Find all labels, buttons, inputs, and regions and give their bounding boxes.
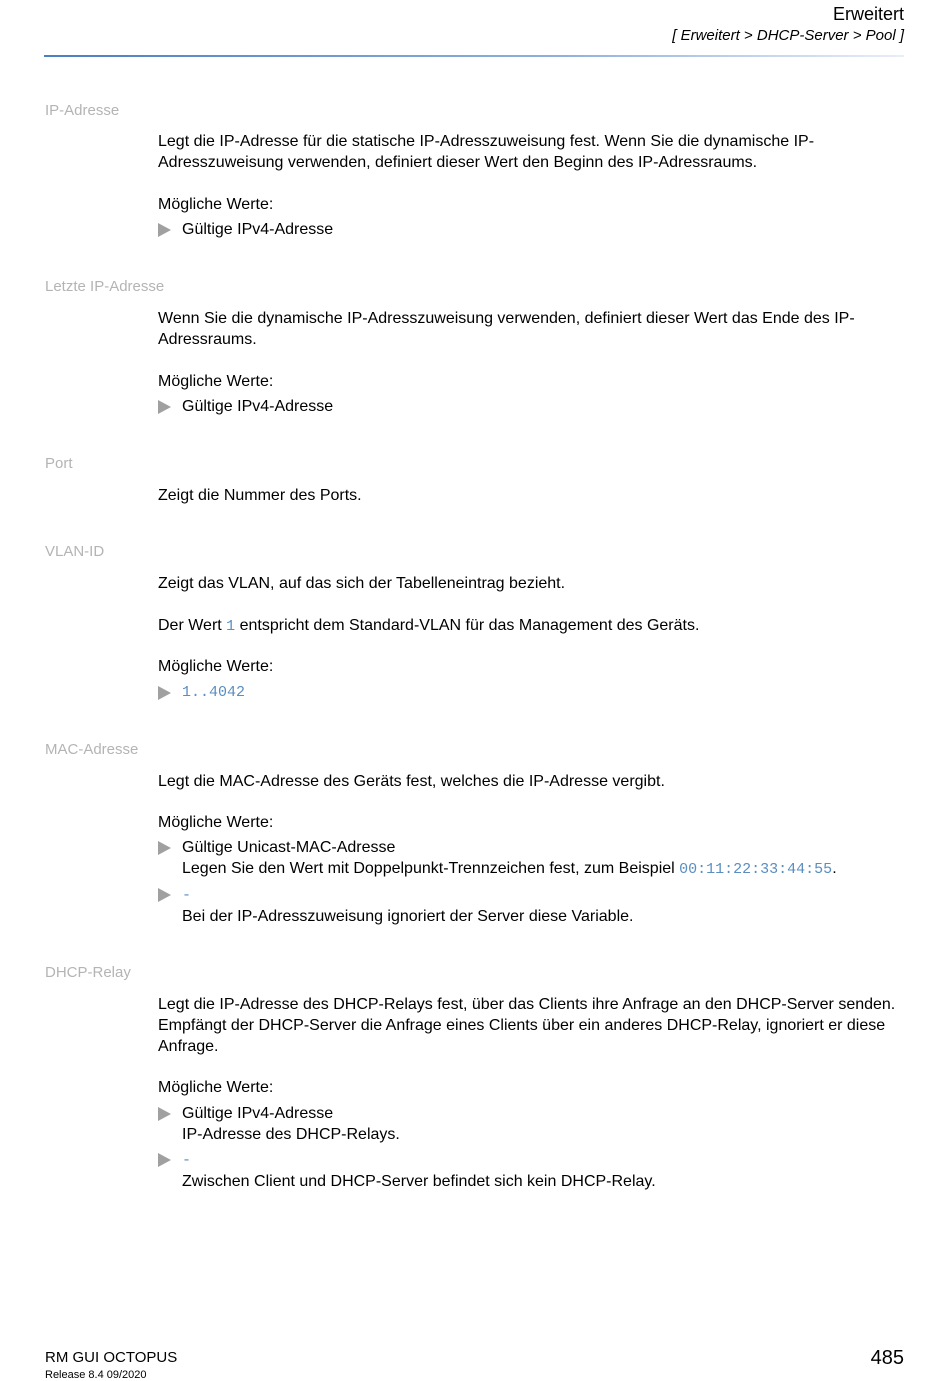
page-header-title: Erweitert <box>832 4 904 24</box>
vlan-values-label: Mögliche Werte: <box>158 658 274 675</box>
header-divider <box>44 55 904 57</box>
relay-value-1-note: IP-Adresse des DHCP-Relays. <box>182 1126 400 1143</box>
triangle-bullet-icon <box>158 1107 171 1121</box>
vlan-default-code: 1 <box>226 618 236 635</box>
port-description: Zeigt die Nummer des Ports. <box>158 487 362 504</box>
footer-release: Release 8.4 09/2020 <box>45 1369 147 1381</box>
mac-value-1-note: Legen Sie den Wert mit Doppelpunkt-Trennzeichen fest, zum Beispiel 00:11:22:33:44:55. <box>182 860 837 878</box>
mac-empty-code: - <box>182 887 192 904</box>
relay-value-1-label: Gültige IPv4-Adresse <box>182 1105 334 1122</box>
section-title-last-ip-address: Letzte IP-Adresse <box>45 278 165 295</box>
last-ip-value-text: Gültige IPv4-Adresse <box>182 398 334 415</box>
vlan-description: Zeigt das VLAN, auf das sich der Tabelleneintrag bezieht. <box>158 575 566 592</box>
mac-description: Legt die MAC-Adresse des Geräts fest, welches die IP-Adresse vergibt. <box>158 773 665 790</box>
section-title-vlan-id: VLAN-ID <box>45 543 105 560</box>
mac-value-1-text <box>182 837 908 880</box>
relay-description: Legt die IP-Adresse des DHCP-Relays fest, über das Clients ihre Anfrage an den DHCP-Server senden. Empfängt der DHCP-Server die Anfrage eines Clients über ein anderes DHCP-Relay, ignoriert er diese Anfrage. <box>158 996 896 1055</box>
section-title-dhcp-relay: DHCP-Relay <box>45 964 131 981</box>
page-number: 485 <box>870 1347 904 1369</box>
section-title-ip-address: IP-Adresse <box>45 102 120 119</box>
vlan-note-after: entspricht dem Standard-VLAN für das Management des Geräts. <box>235 617 700 634</box>
ip-address-value-text: Gültige IPv4-Adresse <box>182 221 334 238</box>
vlan-note-before: Der Wert <box>158 617 227 634</box>
ip-address-description: Legt die IP-Adresse für die statische IP-Adresszuweisung fest. Wenn Sie die dynamische IP-Adresszuweisung verwenden, definiert dieser Wert den Beginn des IP-Adressraums. <box>158 133 815 171</box>
last-ip-description: Wenn Sie die dynamische IP-Adresszuweisung verwenden, definiert dieser Wert das Ende des IP-Adressraums. <box>158 310 855 348</box>
mac-example-code: 00:11:22:33:44:55 <box>679 861 833 878</box>
breadcrumb: [ Erweitert > DHCP-Server > Pool ] <box>672 27 904 44</box>
triangle-bullet-icon <box>158 841 171 855</box>
relay-empty-code: - <box>182 1152 192 1169</box>
last-ip-values-label: Mögliche Werte: <box>158 373 274 390</box>
mac-value-2-text <box>182 884 908 927</box>
relay-value-2-text <box>182 1149 908 1192</box>
section-title-mac-address: MAC-Adresse <box>45 741 139 758</box>
triangle-bullet-icon <box>158 1153 171 1167</box>
vlan-note <box>158 615 908 637</box>
triangle-bullet-icon <box>158 223 171 237</box>
triangle-bullet-icon <box>158 686 171 700</box>
ip-address-values-label: Mögliche Werte: <box>158 196 274 213</box>
mac-value-2-note: Bei der IP-Adresszuweisung ignoriert der Server diese Variable. <box>182 908 634 925</box>
triangle-bullet-icon <box>158 400 171 414</box>
relay-value-1-text <box>182 1103 908 1145</box>
triangle-bullet-icon <box>158 888 171 902</box>
mac-value-1-label: Gültige Unicast-MAC-Adresse <box>182 839 396 856</box>
section-title-port: Port <box>45 455 73 472</box>
relay-values-label: Mögliche Werte: <box>158 1079 274 1096</box>
footer-product: RM GUI OCTOPUS <box>45 1349 178 1366</box>
vlan-range-code: 1..4042 <box>182 684 246 701</box>
mac-values-label: Mögliche Werte: <box>158 814 274 831</box>
relay-value-2-note: Zwischen Client und DHCP-Server befindet sich kein DHCP-Relay. <box>182 1173 656 1190</box>
